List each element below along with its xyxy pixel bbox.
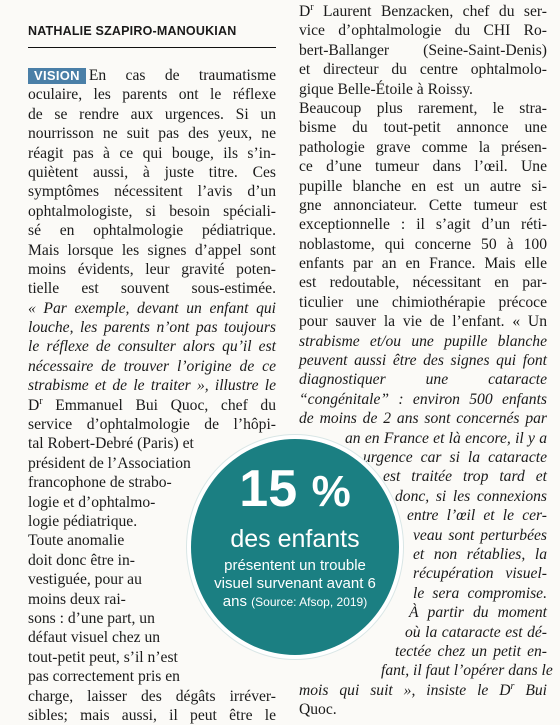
left-line: sibles; mais aussi, il peut être le (28, 706, 276, 724)
left-line: le réflexe de consulter alors qu’il est (28, 338, 276, 356)
left-line: tielle est souvent sous-estimée. (28, 280, 276, 298)
right-line: récupération visuel- (413, 565, 547, 583)
left-line: moins deux rai- (28, 590, 126, 608)
left-line: doit donc être in- (28, 551, 135, 569)
left-line: moins évidents, leur gravité poten- (28, 260, 276, 278)
right-line: $D^r$ Laurent Benzacken, chef du ser- (299, 1, 547, 20)
left-line: oculaire, les parents ont le réflexe (28, 86, 276, 104)
right-line: urgence car si la cataracte (363, 448, 547, 466)
author-byline: NATHALIE SZAPIRO-MANOUKIAN (28, 24, 237, 38)
right-line: bert-Ballanger (Seine-Saint-Denis) (299, 41, 547, 59)
left-line: « Par exemple, devant un enfant qui (28, 299, 276, 317)
right-line: est traitée trop tard et (383, 468, 547, 486)
right-line: veau sont perturbées (413, 526, 547, 544)
statistic-description-text: présentent un trouble visuel survenant avant 6 ans (214, 557, 376, 610)
statistic-infographic (187, 435, 403, 659)
right-line: mois qui suit », insiste le $D^r$ Bui (299, 680, 547, 699)
left-line: symptômes nécessitent l’avis d’un (28, 183, 276, 201)
right-line: peuvent aussi être des signes qui font (299, 352, 547, 370)
section-kicker: VISION (28, 68, 86, 84)
left-line: Toute anomalie (28, 532, 125, 550)
left-line: francophone de strabo- (28, 474, 172, 492)
statistic-unit: % (311, 467, 351, 516)
right-line: diagnostiquer une cataracte (299, 371, 547, 389)
right-line: an en France et là encore, il y a (345, 429, 547, 447)
left-line: logie pédiatrique. (28, 512, 138, 530)
left-line: $D^r$ Emmanuel Bui Quoc, chef du (28, 395, 276, 414)
right-line: pour sauver la vie de l’enfant. « Un (299, 313, 547, 331)
right-line: “congénitale” : environ 500 enfants (299, 390, 547, 408)
statistic-value (191, 461, 399, 520)
left-line: logie et d’ophtalmo- (28, 493, 156, 511)
left-line: louche, les parents n’ont pas toujours (28, 319, 276, 337)
right-line: est redoutable, nécessitant en par- (299, 274, 547, 292)
right-line: et non rétablies, la (413, 545, 547, 563)
right-line: Quoc. (299, 701, 337, 719)
right-line: tectée chez un petit en- (395, 642, 547, 660)
right-line: strabisme et/ou une pupille blanche (299, 332, 547, 350)
right-line: enfants par an en France. Mais elle (299, 255, 547, 273)
right-line: vice d’ophtalmologie du CHI Ro- (299, 22, 547, 40)
left-line: quiètent aussi, à juste titre. Ces (28, 163, 276, 181)
statistic-label: des enfants (230, 525, 360, 553)
right-line: gne annonciateur. Cette tumeur est (299, 196, 547, 214)
right-line: noblastome, qui concerne 50 à 100 (299, 235, 547, 253)
left-line: ophtalmologiste, si besoin spéciali- (28, 202, 276, 220)
right-line: le sera compromise. (413, 584, 547, 602)
statistic-source: (Source: Afsop, 2019) (251, 595, 368, 609)
right-line: exceptionnelle : il s’agit d’un réti- (299, 216, 547, 234)
left-line: charge, laisser des dégâts irréver- (28, 687, 276, 705)
statistic-number: 15 (239, 460, 298, 518)
right-line: fant, il faut l’opérer dans le (381, 662, 553, 680)
left-line: président de l’Association (28, 454, 191, 472)
left-line: sons : d’une part, un (28, 609, 155, 627)
right-line: ticulier une chimiothérapie précoce (299, 293, 547, 311)
left-line: sé en ophtalmologie pédiatrique. (28, 222, 276, 240)
left-line: tout-petit peut, s’il n’est (28, 648, 178, 666)
right-line: donc, si les connexions (395, 487, 547, 505)
right-line: À partir du moment (409, 604, 547, 622)
left-line: VISION En cas de traumatisme (28, 66, 276, 85)
left-line: de se rendre aux urgences. Si un (28, 105, 276, 123)
byline-rule (28, 47, 276, 48)
right-line: gique Belle-Étoile à Roissy. (299, 80, 473, 98)
left-line: Mais lorsque les signes d’appel sont (28, 241, 276, 259)
right-line: de moins de 2 ans sont concernés par (299, 410, 547, 428)
right-line: bisme du tout-petit annonce une (299, 119, 547, 137)
right-line: ce d’une tumeur dans l’œil. Une (299, 158, 547, 176)
left-line: défaut visuel chez un (28, 629, 161, 647)
right-line: Beaucoup plus rarement, le stra- (299, 99, 547, 117)
left-line: service d’ophtalmologie de l’hôpi- (28, 416, 276, 434)
right-line: pupille blanche en est un autre si- (299, 177, 547, 195)
right-line: où la cataracte est dé- (405, 623, 547, 641)
left-line: tal Robert-Debré (Paris) et (28, 435, 194, 453)
left-line: pas correctement pris en (28, 668, 180, 686)
right-line: pathologie grave comme la présen- (299, 138, 547, 156)
right-line: entre l’œil et le cer- (407, 507, 547, 525)
left-line: nécessaire de trouver l’origine de ce (28, 357, 276, 375)
left-line: strabisme et de le traiter », illustre le (28, 377, 276, 395)
left-line: nourrisson ne suit pas des yeux, ne (28, 125, 276, 143)
left-line: réagit pas à ce qui bouge, ils s’in- (28, 144, 276, 162)
left-line: vestiguée, pour au (28, 571, 142, 589)
statistic-description (207, 557, 383, 611)
right-line: et directeur du centre ophtalmolo- (299, 61, 547, 79)
